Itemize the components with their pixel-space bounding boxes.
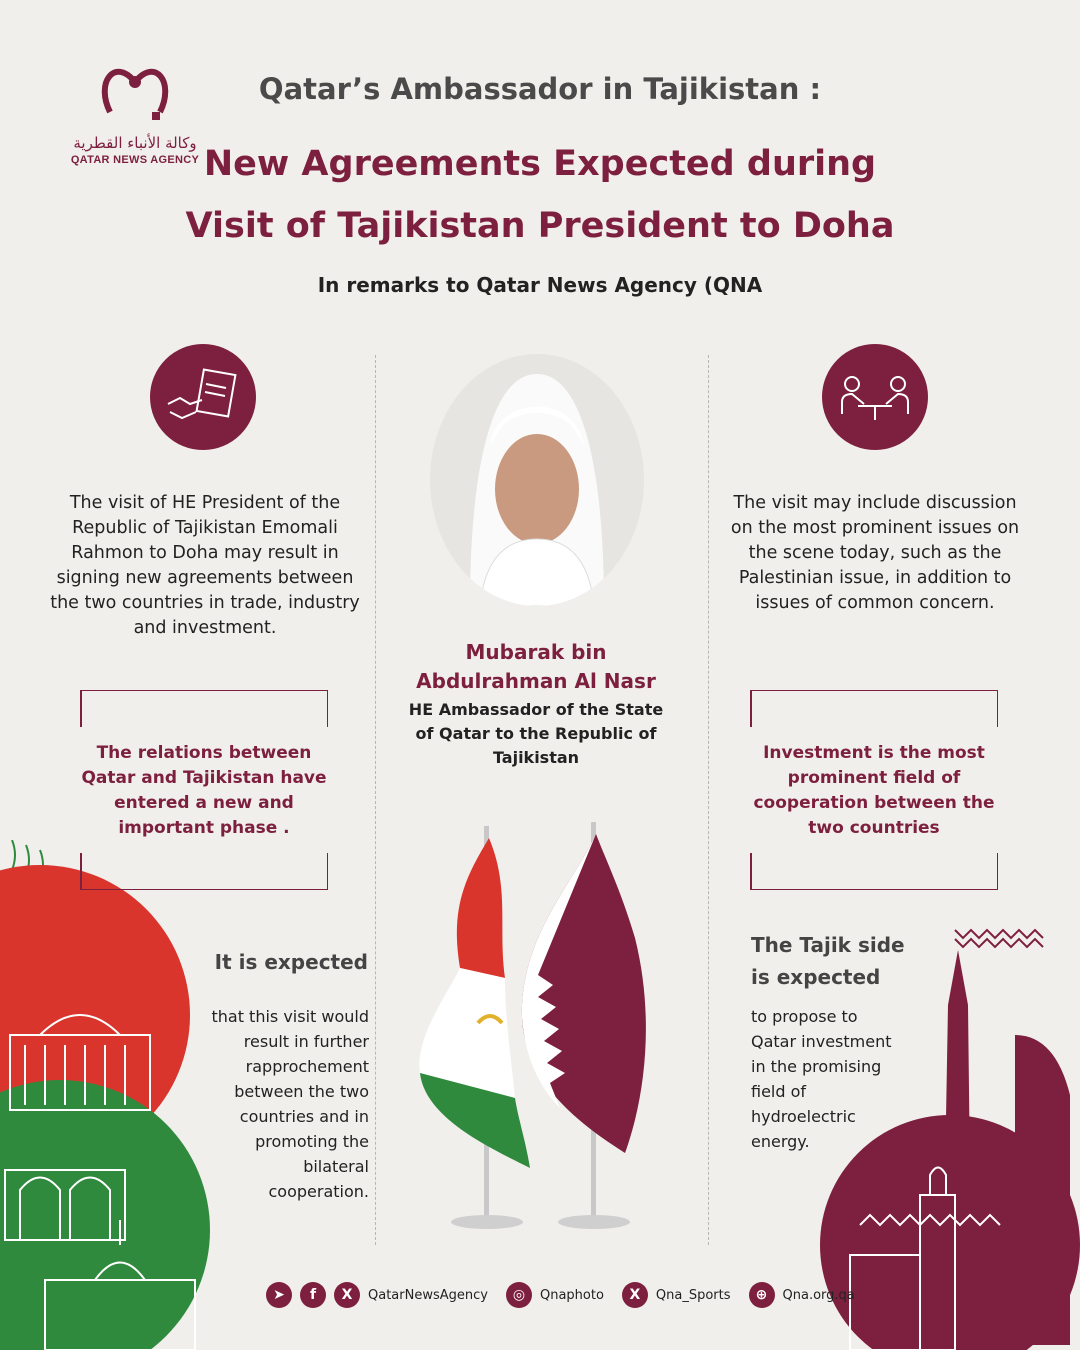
header-kicker: Qatar’s Ambassador in Tajikistan : bbox=[258, 72, 822, 106]
right-heading-line-2: is expected bbox=[751, 965, 881, 989]
right-paragraph: The visit may include discussion on the most prominent issues on the scene today, such as the Palestinian issue, in addition to issues of common concern. bbox=[730, 493, 1020, 613]
left-text: that this visit would result in further rapprochement between the two countries and in promoting the bilateral cooperation. bbox=[211, 1007, 369, 1201]
social-handle-sports[interactable]: Qna_Sports bbox=[655, 1287, 731, 1303]
ambassador-name-line-2: Abdulrahman Al Nasr bbox=[416, 669, 656, 693]
left-paragraph: The visit of HE President of the Republic of Tajikistan Emomali Rahmon to Doha may result in signing new agreements between the two countries in trade, industry and investment. bbox=[50, 493, 360, 638]
headline-line-2: Visit of Tajikistan President to Doha bbox=[185, 206, 895, 246]
right-text: to propose to Qatar investment in the promising field of hydroelectric energy. bbox=[751, 1007, 892, 1151]
instagram-icon[interactable]: ◎ bbox=[506, 1282, 532, 1308]
ambassador-title: HE Ambassador of the State of Qatar to the Republic of Tajikistan bbox=[408, 700, 664, 767]
social-handle-main[interactable]: QatarNewsAgency bbox=[368, 1287, 488, 1303]
handshake-contract-icon bbox=[150, 344, 256, 450]
ambassador-name bbox=[380, 638, 692, 696]
facebook-icon[interactable]: f bbox=[300, 1282, 326, 1308]
qna-logo-mark-icon bbox=[90, 52, 180, 132]
right-quote-box bbox=[750, 690, 998, 890]
right-heading-line-1: The Tajik side bbox=[751, 933, 905, 957]
website-link[interactable]: Qna.org.qa bbox=[782, 1287, 855, 1303]
social-footer bbox=[266, 1280, 855, 1310]
logo-english-text: QATAR NEWS AGENCY bbox=[70, 154, 200, 166]
meeting-discussion-icon bbox=[822, 344, 928, 450]
divider-left bbox=[375, 355, 376, 1245]
headline-line-1: New Agreements Expected during bbox=[203, 144, 877, 184]
right-quote-text: Investment is the most prominent field of cooperation between the two countries bbox=[753, 743, 995, 838]
divider-right bbox=[708, 355, 709, 1245]
page-headline bbox=[120, 133, 960, 257]
social-handle-photo[interactable]: Qnaphoto bbox=[539, 1287, 604, 1303]
x-icon[interactable]: X bbox=[334, 1282, 360, 1308]
left-quote-text: The relations between Qatar and Tajikistan have entered a new and important phase . bbox=[81, 743, 327, 838]
ambassador-name-line-1: Mubarak bin bbox=[465, 640, 607, 664]
logo-arabic-text: وكالة الأنباء القطرية bbox=[73, 134, 197, 152]
telegram-icon[interactable]: ➤ bbox=[266, 1282, 292, 1308]
globe-icon[interactable]: ⊕ bbox=[749, 1282, 775, 1308]
ambassador-portrait bbox=[430, 354, 644, 606]
flags-illustration bbox=[410, 818, 670, 1238]
x-sports-icon[interactable]: X bbox=[622, 1282, 648, 1308]
left-heading: It is expected bbox=[214, 950, 368, 974]
subheading: In remarks to Qatar News Agency (QNA bbox=[317, 273, 763, 297]
right-heading bbox=[751, 929, 971, 993]
left-quote-box bbox=[80, 690, 328, 890]
